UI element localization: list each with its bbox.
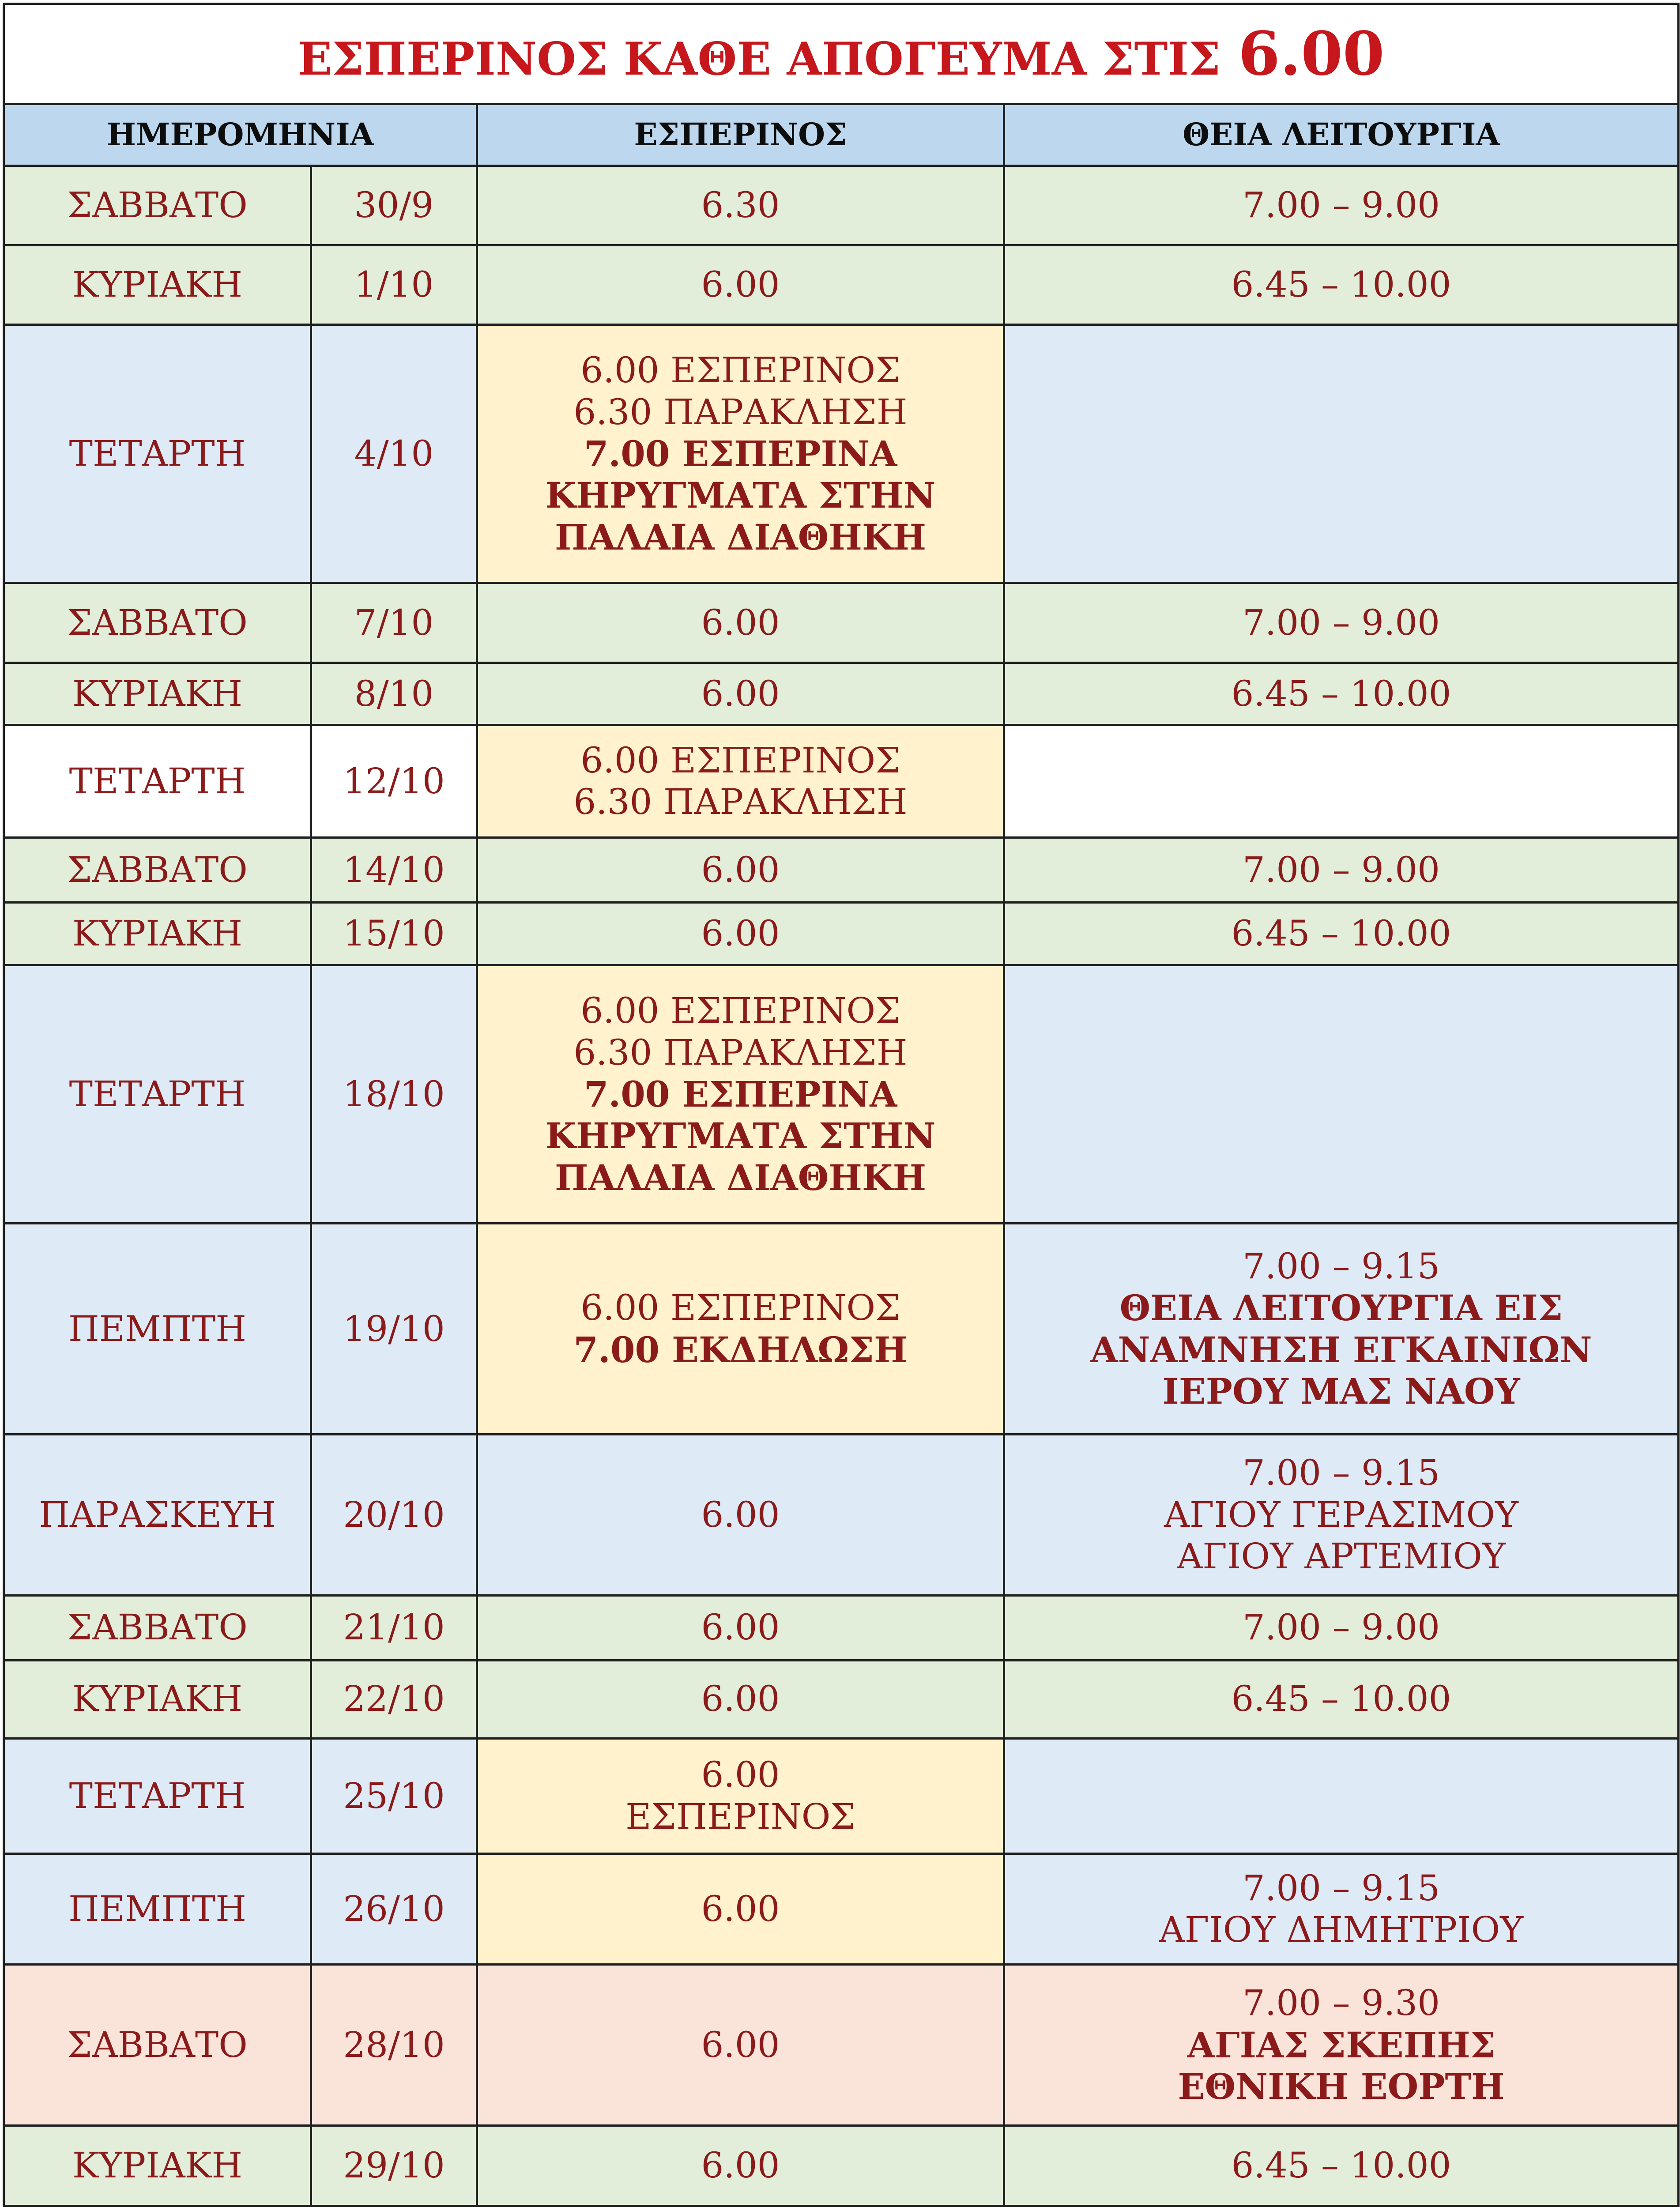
day-cell: ΣΑΒΒΑΤΟ — [4, 583, 311, 663]
day-cell: ΤΕΤΑΡΤΗ — [4, 965, 311, 1223]
liturgy-line: ΙΕΡΟΥ ΜΑΣ ΝΑΟΥ — [1162, 1371, 1520, 1412]
schedule-row — [4, 1224, 1679, 1435]
liturgy-cell — [1004, 1853, 1679, 1964]
vespers-cell — [477, 903, 1004, 965]
date-cell: 7/10 — [311, 583, 477, 663]
schedule-title-hour: 6.00 — [1238, 18, 1385, 89]
vespers-cell — [477, 1435, 1004, 1596]
vespers-line: 6.00 — [701, 1494, 780, 1535]
title-cell — [4, 4, 1679, 104]
schedule-row — [4, 1965, 1679, 2126]
schedule-row — [4, 2125, 1679, 2206]
vespers-line: 6.00 — [701, 2145, 780, 2186]
schedule-row — [4, 166, 1679, 245]
vespers-line: 7.00 ΕΣΠΕΡΙΝΑ — [584, 1073, 897, 1115]
liturgy-cell — [1004, 725, 1679, 838]
liturgy-cell — [1004, 1660, 1679, 1738]
vespers-cell — [477, 2125, 1004, 2206]
liturgy-line: ΘΕΙΑ ΛΕΙΤΟΥΡΓΙΑ ΕΙΣ — [1119, 1287, 1563, 1329]
liturgy-cell — [1004, 1435, 1679, 1596]
date-cell: 14/10 — [311, 838, 477, 903]
vespers-line: 6.30 ΠΑΡΑΚΛΗΣΗ — [573, 781, 908, 823]
liturgy-line: 6.45 – 10.00 — [1231, 913, 1451, 954]
liturgy-line: ΑΓΙΑΣ ΣΚΕΠΗΣ — [1187, 2024, 1495, 2066]
vespers-line: 6.00 ΕΣΠΕΡΙΝΟΣ — [580, 350, 900, 391]
liturgy-cell — [1004, 1224, 1679, 1435]
day-cell: ΚΥΡΙΑΚΗ — [4, 1660, 311, 1738]
vespers-line: 6.00 — [701, 673, 780, 714]
schedule-row — [4, 838, 1679, 903]
vespers-line: 6.00 — [701, 913, 780, 954]
date-cell: 20/10 — [311, 1435, 477, 1596]
liturgy-cell — [1004, 325, 1679, 583]
vespers-cell — [477, 838, 1004, 903]
liturgy-line: 7.00 – 9.00 — [1242, 184, 1440, 226]
vespers-line: 6.00 — [701, 264, 780, 305]
day-cell: ΠΑΡΑΣΚΕΥΗ — [4, 1435, 311, 1596]
schedule-row — [4, 583, 1679, 663]
schedule-row — [4, 245, 1679, 324]
vespers-cell — [477, 1738, 1004, 1853]
date-cell: 1/10 — [311, 245, 477, 324]
vespers-line: 6.00 — [701, 2024, 780, 2065]
schedule-row — [4, 1853, 1679, 1964]
liturgy-line: 7.00 – 9.30 — [1242, 1982, 1440, 2024]
vespers-line: 6.30 ΠΑΡΑΚΛΗΣΗ — [573, 391, 908, 433]
vespers-line: 6.00 ΕΣΠΕΡΙΝΟΣ — [580, 1287, 900, 1329]
liturgy-line: 7.00 – 9.15 — [1242, 1867, 1440, 1909]
vespers-line: ΚΗΡΥΓΜΑΤΑ ΣΤΗΝ — [545, 1115, 936, 1157]
day-cell: ΣΑΒΒΑΤΟ — [4, 166, 311, 245]
liturgy-cell — [1004, 1595, 1679, 1660]
schedule-title: ΕΣΠΕΡΙΝΟΣ ΚΑΘΕ ΑΠΟΓΕΥΜΑ ΣΤΙΣ — [298, 32, 1221, 86]
day-cell: ΤΕΤΑΡΤΗ — [4, 725, 311, 838]
day-cell: ΤΕΤΑΡΤΗ — [4, 1738, 311, 1853]
day-cell: ΣΑΒΒΑΤΟ — [4, 1965, 311, 2126]
date-cell: 25/10 — [311, 1738, 477, 1853]
schedule-row — [4, 725, 1679, 838]
vespers-line: 6.00 — [701, 1678, 780, 1720]
date-cell: 8/10 — [311, 663, 477, 725]
liturgy-cell — [1004, 2125, 1679, 2206]
liturgy-cell — [1004, 903, 1679, 965]
vespers-line: ΚΗΡΥΓΜΑΤΑ ΣΤΗΝ — [545, 475, 936, 516]
schedule-row — [4, 325, 1679, 583]
date-cell: 30/9 — [311, 166, 477, 245]
liturgy-line: 7.00 – 9.15 — [1242, 1452, 1440, 1494]
header-row — [4, 104, 1679, 166]
liturgy-line: 7.00 – 9.15 — [1242, 1245, 1440, 1287]
vespers-line: 7.00 ΕΣΠΕΡΙΝΑ — [584, 433, 897, 475]
vespers-line: 6.00 — [701, 1888, 780, 1929]
vespers-cell — [477, 583, 1004, 663]
schedule-row — [4, 1435, 1679, 1596]
liturgy-cell — [1004, 1965, 1679, 2126]
vespers-line: 7.00 ΕΚΔΗΛΩΣΗ — [573, 1329, 908, 1371]
day-cell: ΚΥΡΙΑΚΗ — [4, 663, 311, 725]
liturgy-line: 6.45 – 10.00 — [1231, 2145, 1451, 2186]
date-cell: 15/10 — [311, 903, 477, 965]
liturgy-line: 6.45 – 10.00 — [1231, 673, 1451, 714]
schedule-row — [4, 1595, 1679, 1660]
vespers-line: 6.00 — [701, 849, 780, 891]
vespers-line: 6.00 ΕΣΠΕΡΙΝΟΣ — [580, 739, 900, 781]
liturgy-line: 7.00 – 9.00 — [1242, 1607, 1440, 1648]
day-cell: ΚΥΡΙΑΚΗ — [4, 2125, 311, 2206]
vespers-line: ΕΣΠΕΡΙΝΟΣ — [625, 1796, 855, 1837]
schedule-row — [4, 1660, 1679, 1738]
date-cell: 29/10 — [311, 2125, 477, 2206]
liturgy-line: 7.00 – 9.00 — [1242, 602, 1440, 643]
liturgy-line: ΑΝΑΜΝΗΣΗ ΕΓΚΑΙΝΙΩΝ — [1090, 1329, 1592, 1371]
liturgy-cell — [1004, 965, 1679, 1223]
day-cell: ΣΑΒΒΑΤΟ — [4, 1595, 311, 1660]
vespers-line: 6.00 — [701, 1607, 780, 1648]
title-row — [4, 4, 1679, 104]
vespers-schedule-table — [3, 3, 1680, 2207]
date-cell: 18/10 — [311, 965, 477, 1223]
vespers-line: 6.30 ΠΑΡΑΚΛΗΣΗ — [573, 1032, 908, 1073]
header-date: ΗΜΕΡΟΜΗΝΙΑ — [4, 104, 477, 166]
header-liturgy: ΘΕΙΑ ΛΕΙΤΟΥΡΓΙΑ — [1004, 104, 1679, 166]
day-cell: ΚΥΡΙΑΚΗ — [4, 903, 311, 965]
header-vespers: ΕΣΠΕΡΙΝΟΣ — [477, 104, 1004, 166]
liturgy-line: ΑΓΙΟΥ ΑΡΤΕΜΙΟΥ — [1177, 1536, 1506, 1577]
vespers-cell — [477, 245, 1004, 324]
day-cell: ΣΑΒΒΑΤΟ — [4, 838, 311, 903]
vespers-cell — [477, 965, 1004, 1223]
vespers-cell — [477, 1224, 1004, 1435]
liturgy-line: ΕΘΝΙΚΗ ΕΟΡΤΗ — [1178, 2066, 1505, 2107]
schedule-row — [4, 663, 1679, 725]
date-cell: 21/10 — [311, 1595, 477, 1660]
vespers-line: 6.00 ΕΣΠΕΡΙΝΟΣ — [580, 990, 900, 1032]
liturgy-cell — [1004, 663, 1679, 725]
day-cell: ΠΕΜΠΤΗ — [4, 1224, 311, 1435]
vespers-cell — [477, 725, 1004, 838]
liturgy-line: 7.00 – 9.00 — [1242, 849, 1440, 891]
vespers-line: 6.30 — [701, 184, 780, 226]
date-cell: 22/10 — [311, 1660, 477, 1738]
vespers-cell — [477, 1595, 1004, 1660]
day-cell: ΤΕΤΑΡΤΗ — [4, 325, 311, 583]
vespers-cell — [477, 166, 1004, 245]
date-cell: 28/10 — [311, 1965, 477, 2126]
vespers-line: ΠΑΛΑΙΑ ΔΙΑΘΗΚΗ — [554, 1156, 927, 1198]
liturgy-line: 6.45 – 10.00 — [1231, 1678, 1451, 1720]
date-cell: 19/10 — [311, 1224, 477, 1435]
liturgy-cell — [1004, 1738, 1679, 1853]
vespers-line: 6.00 — [701, 1754, 780, 1796]
day-cell: ΚΥΡΙΑΚΗ — [4, 245, 311, 324]
day-cell: ΠΕΜΠΤΗ — [4, 1853, 311, 1964]
schedule-row — [4, 903, 1679, 965]
liturgy-cell — [1004, 583, 1679, 663]
liturgy-cell — [1004, 245, 1679, 324]
date-cell: 12/10 — [311, 725, 477, 838]
vespers-cell — [477, 1660, 1004, 1738]
liturgy-cell — [1004, 838, 1679, 903]
date-cell: 4/10 — [311, 325, 477, 583]
liturgy-line: ΑΓΙΟΥ ΓΕΡΑΣΙΜΟΥ — [1164, 1494, 1518, 1535]
schedule-row — [4, 1738, 1679, 1853]
liturgy-line: 6.45 – 10.00 — [1231, 264, 1451, 305]
vespers-cell — [477, 663, 1004, 725]
vespers-line: ΠΑΛΑΙΑ ΔΙΑΘΗΚΗ — [554, 516, 927, 558]
vespers-line: 6.00 — [701, 602, 780, 643]
liturgy-line: ΑΓΙΟΥ ΔΗΜΗΤΡΙΟΥ — [1159, 1909, 1524, 1950]
vespers-cell — [477, 325, 1004, 583]
schedule-row — [4, 965, 1679, 1223]
liturgy-cell — [1004, 166, 1679, 245]
vespers-cell — [477, 1965, 1004, 2126]
vespers-cell — [477, 1853, 1004, 1964]
date-cell: 26/10 — [311, 1853, 477, 1964]
